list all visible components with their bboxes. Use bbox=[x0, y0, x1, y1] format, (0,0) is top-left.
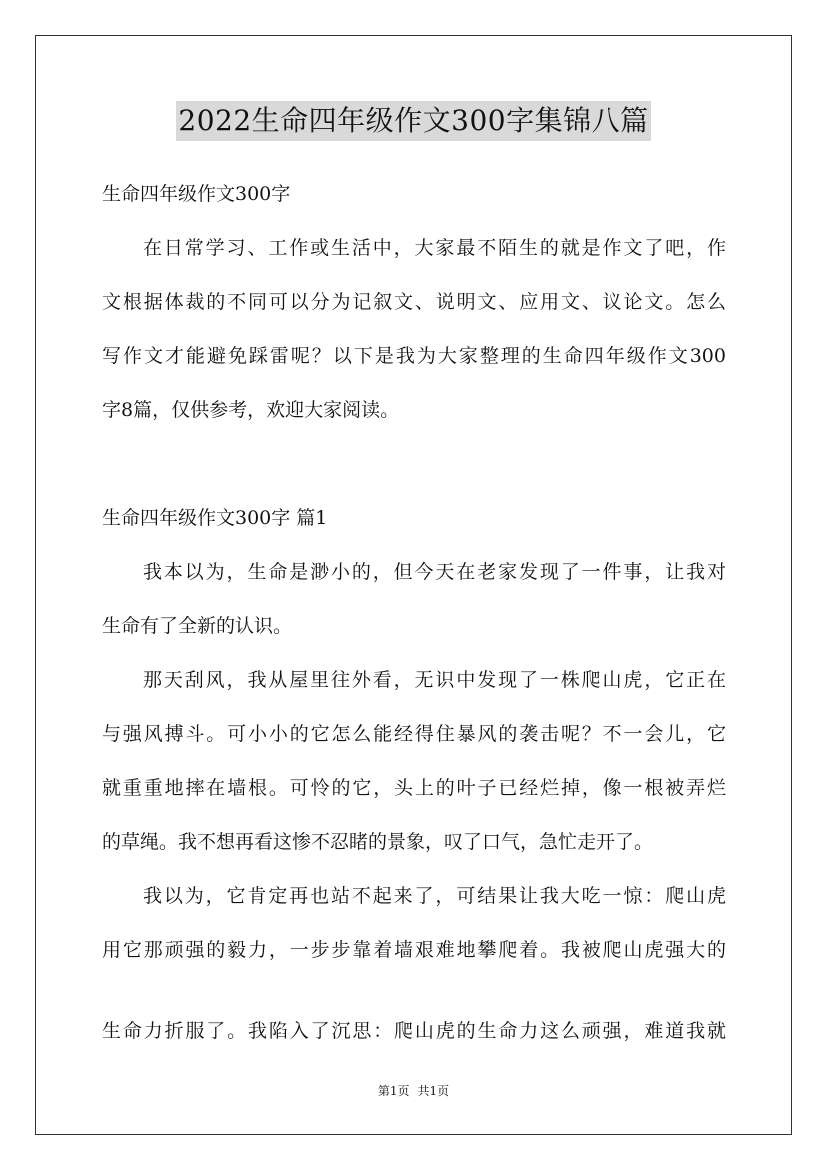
para2-line-1: 那天刮风，我从屋里往外看，无识中发现了一株爬山虎，它正在 bbox=[143, 669, 726, 691]
para2-line-3: 就重重地摔在墙根。可怜的它，头上的叶子已经烂掉，像一根被弄烂 bbox=[102, 777, 726, 799]
intro-line-1: 在日常学习、工作或生活中，大家最不陌生的就是作文了吧，作 bbox=[143, 237, 726, 259]
para2-line-4: 的草绳。我不想再看这惨不忍睹的景象，叹了口气，急忙走开了。 bbox=[102, 831, 654, 853]
intro-line-3: 写作文才能避免踩雷呢？以下是我为大家整理的生命四年级作文300 bbox=[102, 345, 726, 367]
section-heading: 生命四年级作文300字 bbox=[102, 183, 291, 205]
para3-line-3: 生命力折服了。我陷入了沉思：爬山虎的生命力这么顽强，难道我就 bbox=[102, 1020, 726, 1042]
para2-line-2: 与强风搏斗。可小小的它怎么能经得住暴风的袭击呢？不一会儿，它 bbox=[102, 723, 726, 745]
page-number: 第1页 bbox=[377, 1084, 410, 1098]
para1-line-1: 我本以为，生命是渺小的，但今天在老家发现了一件事，让我对 bbox=[143, 561, 726, 583]
intro-line-2: 文根据体裁的不同可以分为记叙文、说明文、应用文、议论文。怎么 bbox=[102, 291, 726, 313]
para3-line-1: 我以为，它肯定再也站不起来了，可结果让我大吃一惊：爬山虎 bbox=[143, 885, 726, 907]
para1-line-2: 生命有了全新的认识。 bbox=[102, 615, 293, 637]
essay-heading: 生命四年级作文300字 篇1 bbox=[102, 507, 328, 529]
page-total: 共1页 bbox=[417, 1084, 450, 1098]
document-title: 2022生命四年级作文300字集锦八篇 bbox=[176, 101, 650, 141]
page-footer bbox=[0, 1083, 827, 1099]
title-container bbox=[0, 101, 827, 141]
para3-line-2: 用它那顽强的毅力，一步步靠着墙艰难地攀爬着。我被爬山虎强大的 bbox=[102, 939, 726, 961]
intro-line-4: 字8篇，仅供参考，欢迎大家阅读。 bbox=[102, 399, 400, 421]
